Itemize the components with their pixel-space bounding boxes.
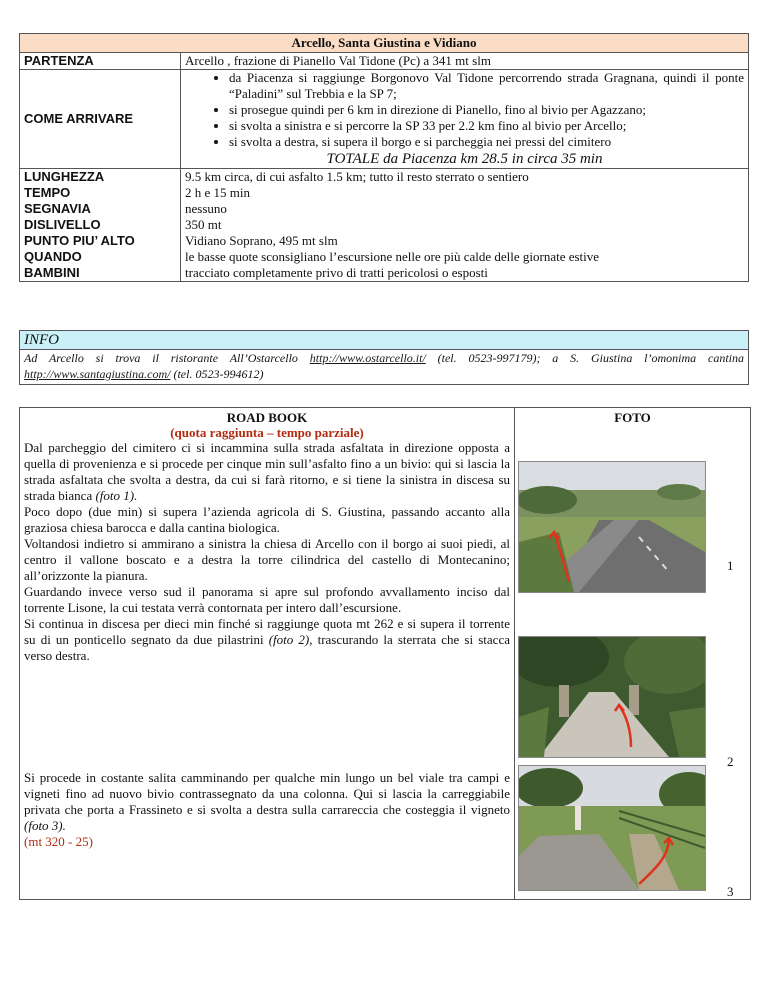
roadbook-table xyxy=(19,407,751,900)
ostarcello-link[interactable]: http://www.ostarcello.it/ xyxy=(309,351,426,365)
detail-label: QUANDO xyxy=(24,249,82,264)
photo-3-vineyard-path xyxy=(518,765,706,891)
info-box xyxy=(19,330,749,385)
detail-label: SEGNAVIA xyxy=(24,201,91,216)
direction-step: • si svolta a sinistra e si percorre la SP 33 per 2.2 km fino al bivio per Arcello; xyxy=(229,118,744,134)
direction-step: • si prosegue quindi per 6 km in direzione di Pianello, fino al bivio per Agazzano; xyxy=(229,102,744,118)
photo-number: 1 xyxy=(727,558,734,573)
detail-label: TEMPO xyxy=(24,185,71,200)
roadbook-column xyxy=(20,408,515,899)
foto-column xyxy=(515,408,750,899)
roadbook-paragraph xyxy=(20,770,514,834)
direction-step: • si svolta a destra, si supera il borgo e si parcheggia nei pressi del cimitero xyxy=(229,134,744,150)
detail-label: BAMBINI xyxy=(24,265,80,280)
photo-2-bridge-pillars xyxy=(518,636,706,758)
roadbook-paragraph: Poco dopo (due min) si supera l’azienda agricola di S. Giustina, passando accanto alla graziosa chiesa barocca e dalla cantina biologica. xyxy=(24,504,510,535)
partenza-value: Arcello , frazione di Pianello Val Tidone (Pc) a 341 mt slm xyxy=(181,53,749,70)
directions-list xyxy=(185,70,744,150)
roadbook-paragraph: Guardando invece verso sud il panorama si apre sul profondo avvallamento inciso dal torrente Lisone, la cui testata verrà contornata per intero dall’escursione. xyxy=(24,584,510,615)
totale-text: TOTALE da Piacenza km 28.5 in circa 35 min xyxy=(326,151,603,167)
roadbook-heading: ROAD BOOK xyxy=(226,410,308,425)
info-heading: INFO xyxy=(20,331,748,350)
detail-value: tracciato completamente privo di tratti pericolosi o esposti xyxy=(185,265,488,280)
come-arrivare-value xyxy=(181,70,749,169)
roadbook-paragraph xyxy=(20,616,514,664)
santagiustina-link[interactable]: http://www.santagiustina.com/ xyxy=(24,367,171,381)
page-title: Arcello, Santa Giustina e Vidiano xyxy=(20,34,749,53)
text: Si procede in costante salita camminando per qualche min lungo un bel viale tra campi e vigneti fino ad nuovo bivio contrassegnato da una colonna. Qui si lascia la carreggiabile privata che porta a Frassineto e si svolta a destra sulla carrareccia che costeggia il vigneto xyxy=(24,770,510,817)
photo-ref: (foto 2) xyxy=(268,632,310,647)
detail-value: 9.5 km circa, di cui asfalto 1.5 km; tutto il resto sterrato o sentiero xyxy=(185,169,529,184)
details-labels xyxy=(20,169,181,282)
detail-value: le basse quote sconsigliano l’escursione nelle ore più calde delle giornate estive xyxy=(185,249,600,264)
photo-ref: (foto 1). xyxy=(95,488,138,503)
detail-value: 2 h e 15 min xyxy=(185,185,250,200)
info-text-part: Ad Arcello si trova il ristorante All’Ostarcello xyxy=(24,351,310,365)
text: , trascurando la sterrata che si stacca verso destra. xyxy=(24,632,510,663)
partenza-label: PARTENZA xyxy=(20,53,181,70)
roadbook-paragraph: Voltandosi indietro si ammirano a sinistra la chiesa di Arcello con il borgo ai suoi piedi, al centro il vallone boscato e a destra la torre cilindrica del castello di Montecanino; all’orizzonte la pianura. xyxy=(24,536,510,583)
detail-label: LUNGHEZZA xyxy=(24,169,105,184)
photo-1-road-fork xyxy=(518,461,706,593)
info-text xyxy=(20,350,748,384)
roadbook-paragraph xyxy=(20,440,514,504)
detail-value: Vidiano Soprano, 495 mt slm xyxy=(185,233,338,248)
info-text-part: (tel. 0523-994612) xyxy=(170,367,264,381)
photo-number: 2 xyxy=(727,754,734,769)
text: Dal parcheggio del cimitero ci si incammina sulla strada asfaltata in direzione opposta a quella di provenienza e si procede per cinque min sull’asfalto fino a un bivio: qui si lascia la strada asfaltata che svolta a destra, da cui si farà ritorno, e si tiene la sinistra in discesa su strada bianca xyxy=(24,440,510,503)
quota-tempo: (mt 320 - 25) xyxy=(24,834,93,849)
details-values xyxy=(181,169,749,282)
detail-label: DISLIVELLO xyxy=(24,217,101,232)
come-arrivare-label: COME ARRIVARE xyxy=(20,70,181,169)
info-text-part: (tel. 0523-997179); a S. Giustina l’omonima cantina xyxy=(425,351,745,365)
detail-value: 350 mt xyxy=(185,217,222,232)
direction-step: • da Piacenza si raggiunge Borgonovo Val Tidone percorrendo strada Gragnana, quindi il ponte “Paladini” sul Trebbia e la SP 7; xyxy=(229,70,744,102)
roadbook-subheading: (quota raggiunta – tempo parziale) xyxy=(170,425,364,440)
foto-heading: FOTO xyxy=(614,410,651,425)
photo-number: 3 xyxy=(727,884,734,899)
photo-ref: (foto 3). xyxy=(24,818,66,833)
info-table xyxy=(19,33,749,282)
text: Si continua in discesa per dieci min finché si raggiunge quota mt 262 e si supera il torrente su di un ponticello segnato da due pilastrini xyxy=(24,616,510,647)
detail-label: PUNTO PIU’ ALTO xyxy=(24,233,135,248)
detail-value: nessuno xyxy=(185,201,227,216)
